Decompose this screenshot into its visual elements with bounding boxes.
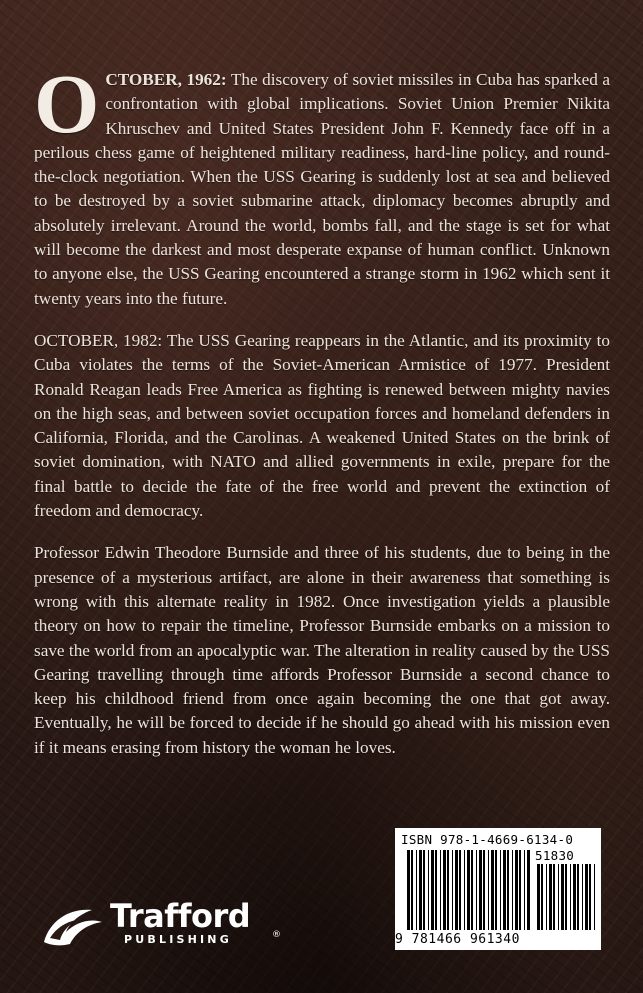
drop-cap: O: [34, 58, 100, 151]
blurb-paragraph-2: OCTOBER, 1982: The USS Gearing reappears in the Atlantic, and its proximity to Cuba violates the terms of the Soviet-American Armistice of 1977. President Ronald Reagan leads Free America as fighting is renewed between mighty navies on the high seas, and between soviet occupation forces and homeland defenders in California, Florida, and the Carolinas. A weakened United States on the brink of soviet domination, with NATO and allied governments in exile, prepare for the final battle to decide the fate of the free world and prevent the extinction of freedom and democracy.: [34, 330, 610, 521]
back-cover-blurb: [34, 58, 610, 778]
wave-swoosh-icon: [40, 902, 106, 950]
registered-mark: ®: [272, 930, 281, 940]
blurb-paragraph-3: Professor Edwin Theodore Burnside and three of his students, due to being in the presence of a mysterious artifact, are alone in their awareness that something is wrong with this alternate reality in 1982. Once investigation yields a plausible theory on how to repair the timeline, Professor Burnside embarks on a mission to save the world from an apocalyptic war. The alteration in reality caused by the USS Gearing travelling through time affords Professor Burnside a second chance to keep his childhood friend from once again becoming the one that got away. Eventually, he will be forced to decide if he should go ahead with his mission even if it means erasing from history the woman he loves.: [34, 543, 610, 757]
paragraph-1-lead: CTOBER, 1962:: [105, 70, 227, 89]
publisher-name: Trafford: [110, 897, 251, 935]
isbn-number: ISBN 978-1-4669-6134-0: [401, 832, 574, 847]
paragraph-1-text: The discovery of soviet missiles in Cuba has sparked a confrontation with global implications. Soviet Union Premier Nikita Khruschev and United States President John F. Kennedy face off in a perilous chess game of heightened military readiness, hard-line policy, and round-the-clock negotiation. When the USS Gearing is suddenly lost at sea and believed to be destroyed by a soviet submarine attack, diplomacy becomes abruptly and absolutely irrelevant. Around the world, bombs fall, and the stage is set for what will become the darkest and most desperate expanse of human conflict. Unknown to anyone else, the USS Gearing encountered a strange storm in 1962 which sent it twenty years into the future.: [34, 70, 610, 308]
ean-number: 9 781466 961340: [395, 932, 520, 947]
isbn-barcode: [395, 828, 601, 950]
price-addon-number: 51830: [535, 848, 575, 863]
publisher-subtitle: PUBLISHING: [124, 933, 232, 946]
blurb-paragraph-1: [34, 58, 610, 311]
publisher-logo: [40, 896, 280, 956]
